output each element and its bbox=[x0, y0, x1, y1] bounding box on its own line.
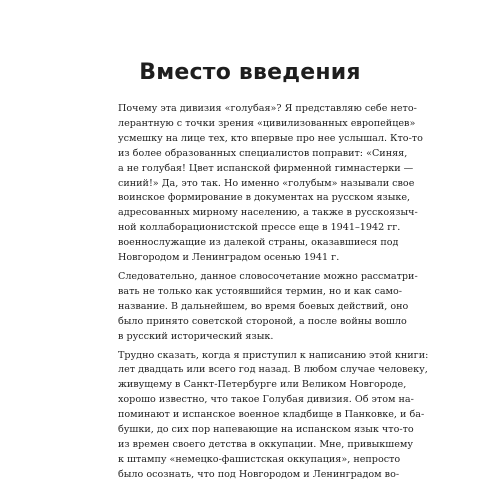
paragraph bbox=[118, 349, 429, 483]
text-line: в русский исторический язык. bbox=[118, 330, 274, 342]
text-line: синий!» Да, это так. Но именно «голубым» называли свое bbox=[118, 177, 415, 189]
text-line: Почему эта дивизия «голубая»? Я представляю себе нето- bbox=[118, 103, 417, 114]
text-line: адресованных мирному населению, а также в русскоязыч- bbox=[118, 207, 418, 219]
text-line: поминают и испанское военное кладбище в Панковке, и ба- bbox=[118, 409, 425, 421]
text-line: живущему в Санкт-Петербурге или Великом Новгороде, bbox=[118, 379, 407, 391]
text-line: бушки, до сих пор напевающие на испанском язык что-то bbox=[118, 424, 414, 436]
text-line: усмешку на лице тех, кто впервые про нее услышал. Кто-то bbox=[118, 132, 423, 144]
text-line: название. В дальнейшем, во время боевых действий, оно bbox=[118, 300, 409, 312]
text-line: лет двадцать или всего год назад. В любом случае человеку, bbox=[118, 364, 428, 376]
text-line: хорошо известно, что такое Голубая дивизия. Об этом на- bbox=[118, 394, 414, 406]
text-line: ной коллаборационистской прессе еще в 1941–1942 гг. bbox=[118, 222, 401, 234]
text-line: было принято советской стороной, а после войны вошло bbox=[118, 315, 407, 327]
text-line: к штампу «немецко-фашистская оккупация», непросто bbox=[118, 453, 401, 465]
text-line: было осознать, что под Новгородом и Ленинградом во- bbox=[118, 468, 400, 480]
text-line: а не голубая! Цвет испанской фирменной гимнастерки — bbox=[118, 162, 414, 174]
body-text bbox=[118, 102, 429, 487]
text-line: Трудно сказать, когда я приступил к написанию этой книги: bbox=[118, 349, 429, 361]
text-line: Новгородом и Ленинградом осенью 1941 г. bbox=[118, 252, 340, 264]
text-line: из времен своего детства в оккупации. Мне, привыкшему bbox=[118, 438, 413, 450]
text-line: вать не только как устоявшийся термин, но и как само- bbox=[118, 285, 403, 297]
text-line: лерантную с точки зрения «цивилизованных европейцев» bbox=[118, 117, 416, 129]
paragraph bbox=[118, 102, 423, 266]
paragraph bbox=[118, 270, 418, 345]
text-line: Следовательно, данное словосочетание можно рассматри- bbox=[118, 270, 418, 282]
text-line: военнослужащие из далекой страны, оказавшиеся под bbox=[118, 237, 399, 249]
text-line: воинское формирование в документах на русском языке, bbox=[118, 192, 411, 204]
text-line: из более образованных специалистов поправит: «Синяя, bbox=[118, 147, 408, 159]
chapter-heading: Вместо введения bbox=[139, 60, 361, 85]
